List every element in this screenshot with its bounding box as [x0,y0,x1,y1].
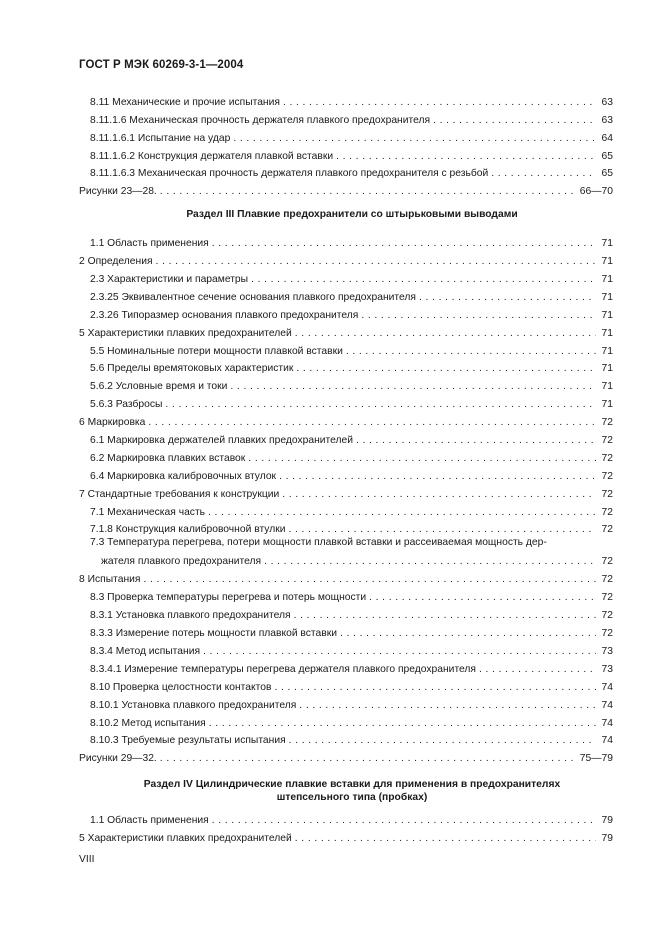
toc-entry-page: 74 [601,717,613,729]
toc-leader-dots [251,273,596,285]
toc-entry-text: 8.10.3 Требуемые результаты испытания [90,735,286,747]
toc-entry[interactable] [79,339,613,357]
toc-entry-text: 8.3.3 Измерение потерь мощности плавкой вставки [90,628,337,640]
toc-entry-text: 8.3.1 Установка плавкого предохранителя [90,610,291,622]
toc-entry[interactable] [79,374,613,392]
toc-entry[interactable] [79,446,613,464]
toc-entry-page: 74 [601,681,613,693]
toc-entry-page: 63 [601,96,613,108]
toc-entry[interactable] [79,567,613,585]
toc-entry-text: 6 Маркировка [79,417,146,429]
toc-entry[interactable] [79,657,613,675]
toc-leader-dots [296,362,596,374]
toc-entry-page: 71 [601,345,613,357]
toc-leader-dots [279,470,596,482]
toc-entry-text: 5.6.3 Разбросы [90,399,163,411]
page-number: VIII [79,854,95,865]
toc-entry[interactable] [79,392,613,410]
toc-entry[interactable] [79,162,613,180]
toc-entry[interactable] [79,500,613,518]
toc-entry-page: 71 [601,327,613,339]
toc-entry-text: 7 Стандартные требования к конструкции [79,488,280,500]
toc-leader-dots [233,132,596,144]
toc-entry[interactable] [79,285,613,303]
toc-leader-dots [212,237,596,249]
toc-entry-page: 71 [601,363,613,375]
toc-leader-dots [248,452,596,464]
toc-group-section3 [79,231,613,535]
toc-entry-page: 72 [601,610,613,622]
toc-leader-dots [361,309,596,321]
toc-entry[interactable] [79,729,613,747]
toc-entry[interactable] [79,603,613,621]
toc-entry[interactable] [79,639,613,657]
section-4-heading [79,764,613,808]
toc-leader-dots [264,555,596,567]
toc-entry-page: 72 [601,628,613,640]
toc-entry-page: 75—79 [579,753,613,765]
toc-leader-dots [479,663,596,675]
toc-entry[interactable] [79,675,613,693]
toc-entry-page: 71 [601,309,613,321]
toc-entry-text: Рисунки 29—32. [79,753,157,765]
toc-entry-text: 8.11.1.6 Механическая прочность держателя плавкого предохранителя [90,114,431,126]
toc-leader-dots [340,627,596,639]
toc-entry[interactable] [79,303,613,321]
toc-entry-page: 71 [601,256,613,268]
toc-group-section3-tests [79,567,613,764]
toc-entry-page: 71 [601,238,613,250]
toc-group-section4 [79,808,613,844]
toc-entry-page: 74 [601,699,613,711]
toc-entry-page: 72 [601,417,613,429]
toc-entry[interactable] [79,126,613,144]
toc-entry[interactable] [79,267,613,285]
toc-entry-page: 71 [601,381,613,393]
toc-entry-page: 71 [601,291,613,303]
toc-entry-page: 72 [601,574,613,586]
toc-leader-dots [274,681,596,693]
toc-entry-text: 8.3 Проверка температуры перегрева и потерь мощности [90,592,367,604]
toc-entry-page: 79 [601,815,613,827]
table-of-contents [79,90,613,844]
toc-entry-page: 73 [601,663,613,675]
toc-entry-text: 1.1 Область применения [90,238,209,250]
toc-leader-dots [289,734,596,746]
toc-entry-page: 63 [601,114,613,126]
toc-entry-text: 2.3 Характеристики и параметры [90,274,249,286]
toc-entry-page: 79 [601,833,613,845]
toc-entry[interactable] [79,410,613,428]
toc-entry-text: 5 Характеристики плавких предохранителей [79,833,292,845]
toc-entry[interactable] [79,464,613,482]
toc-entry[interactable] [79,144,613,162]
toc-leader-dots [299,699,596,711]
section-4-heading-line1: Раздел IV Цилиндрические плавкие вставки для применения в предохранителях [143,779,561,791]
toc-entry[interactable] [79,518,613,536]
toc-entry-text: 5.5 Номинальные потери мощности плавкой вставки [90,345,343,357]
toc-entry-text: 2 Определения [79,256,153,268]
toc-leader-dots [282,488,596,500]
toc-leader-dots [212,814,596,826]
toc-entry-page: 71 [601,274,613,286]
toc-leader-dots [165,398,596,410]
toc-entry-text: 7.1.8 Конструкция калибровочной втулки [90,524,286,536]
toc-entry[interactable] [79,826,613,844]
toc-entry[interactable] [79,746,613,764]
toc-entry[interactable] [79,249,613,267]
toc-entry-text: 2.3.25 Эквивалентное сечение основания плавкого предохранителя [90,291,417,303]
toc-leader-dots [295,327,596,339]
toc-entry-text: 8.10.2 Метод испытания [90,717,206,729]
toc-entry-page: 72 [601,556,613,568]
toc-entry-text: 5.6.2 Условные время и токи [90,381,228,393]
toc-leader-dots [346,345,596,357]
toc-leader-dots [336,150,596,162]
toc-entry[interactable] [79,621,613,639]
toc-entry-text: 5 Характеристики плавких предохранителей [79,327,292,339]
toc-leader-dots [369,591,596,603]
toc-entry-text-line1: 7.3 Температура перегрева, потери мощности плавкой вставки и рассеиваемая мощность дер- [90,537,547,549]
toc-entry[interactable] [79,482,613,500]
toc-entry[interactable] [79,108,613,126]
toc-leader-dots [433,114,596,126]
toc-entry-page: 65 [601,150,613,162]
toc-entry[interactable] [79,321,613,339]
toc-entry-page: 72 [601,524,613,536]
toc-entry[interactable] [79,90,613,108]
toc-entry-page: 74 [601,735,613,747]
toc-entry-7-3[interactable] [79,535,613,567]
toc-leader-dots [203,645,596,657]
toc-entry-text: 8.3.4.1 Измерение температуры перегрева держателя плавкого предохранителя [90,663,477,675]
toc-entry[interactable] [79,808,613,826]
section-3-heading: Раздел III Плавкие предохранители со штырьковыми выводами [186,209,518,221]
toc-entry-page: 64 [601,132,613,144]
toc-leader-dots [208,506,596,518]
toc-entry-page: 72 [601,506,613,518]
toc-entry-page: 72 [601,435,613,447]
toc-entry-page: 72 [601,452,613,464]
document-header: ГОСТ Р МЭК 60269-3-1—2004 [79,59,244,71]
toc-entry-text: 8.11.1.6.3 Механическая прочность держателя плавкого предохранителя с резьбой [90,168,489,180]
toc-entry-page: 66—70 [579,186,613,198]
toc-entry-text: 1.1 Область применения [90,815,209,827]
toc-leader-dots [356,434,596,446]
toc-entry-text: 8.3.4 Метод испытания [90,645,201,657]
toc-leader-dots [295,832,596,844]
toc-leader-dots [283,96,596,108]
toc-leader-dots [294,609,596,621]
toc-entry-page: 71 [601,399,613,411]
toc-entry[interactable] [79,231,613,249]
toc-entry-text: Рисунки 23—28. [79,186,157,198]
toc-entry-text: 8.10 Проверка целостности контактов [90,681,272,693]
toc-entry[interactable] [79,711,613,729]
toc-entry-page: 72 [601,470,613,482]
toc-entry[interactable] [79,357,613,375]
toc-leader-dots [419,291,596,303]
toc-entry-text: 5.6 Пределы времятоковых характеристик [90,363,294,375]
toc-entry[interactable] [79,693,613,711]
toc-entry-text: 6.4 Маркировка калибровочных втулок [90,470,277,482]
toc-entry-text: 8.11.1.6.2 Конструкция держателя плавкой вставки [90,150,334,162]
toc-entry-text: 8.11 Механические и прочие испытания [90,96,280,108]
section-4-heading-line2: штепсельного типа (пробках) [276,792,428,804]
toc-entry-page: 72 [601,488,613,500]
toc-leader-dots [143,573,596,585]
toc-leader-dots [160,752,577,764]
toc-entry[interactable] [79,428,613,446]
toc-entry-text: 8.10.1 Установка плавкого предохранителя [90,699,297,711]
toc-entry-page: 65 [601,168,613,180]
toc-entry-text: 2.3.26 Типоразмер основания плавкого предохранителя [90,309,359,321]
toc-leader-dots [288,523,596,535]
toc-group-section2-tail [79,90,613,197]
toc-entry-text: 8.11.1.6.1 Испытание на удар [90,132,231,144]
toc-leader-dots [160,185,577,197]
toc-entry-text: 6.2 Маркировка плавких вставок [90,452,246,464]
toc-entry[interactable] [79,179,613,197]
toc-leader-dots [230,380,596,392]
toc-entry-text: 6.1 Маркировка держателей плавких предохранителей [90,435,353,447]
toc-leader-dots [156,255,596,267]
toc-entry-text: 8 Испытания [79,574,141,586]
toc-entry-page: 72 [601,592,613,604]
toc-entry-text-line2: жателя плавкого предохранителя [101,556,262,568]
toc-entry[interactable] [79,585,613,603]
toc-leader-dots [209,717,596,729]
toc-leader-dots [148,416,596,428]
toc-entry-page: 73 [601,645,613,657]
toc-entry-text: 7.1 Механическая часть [90,506,206,518]
toc-leader-dots [491,167,596,179]
